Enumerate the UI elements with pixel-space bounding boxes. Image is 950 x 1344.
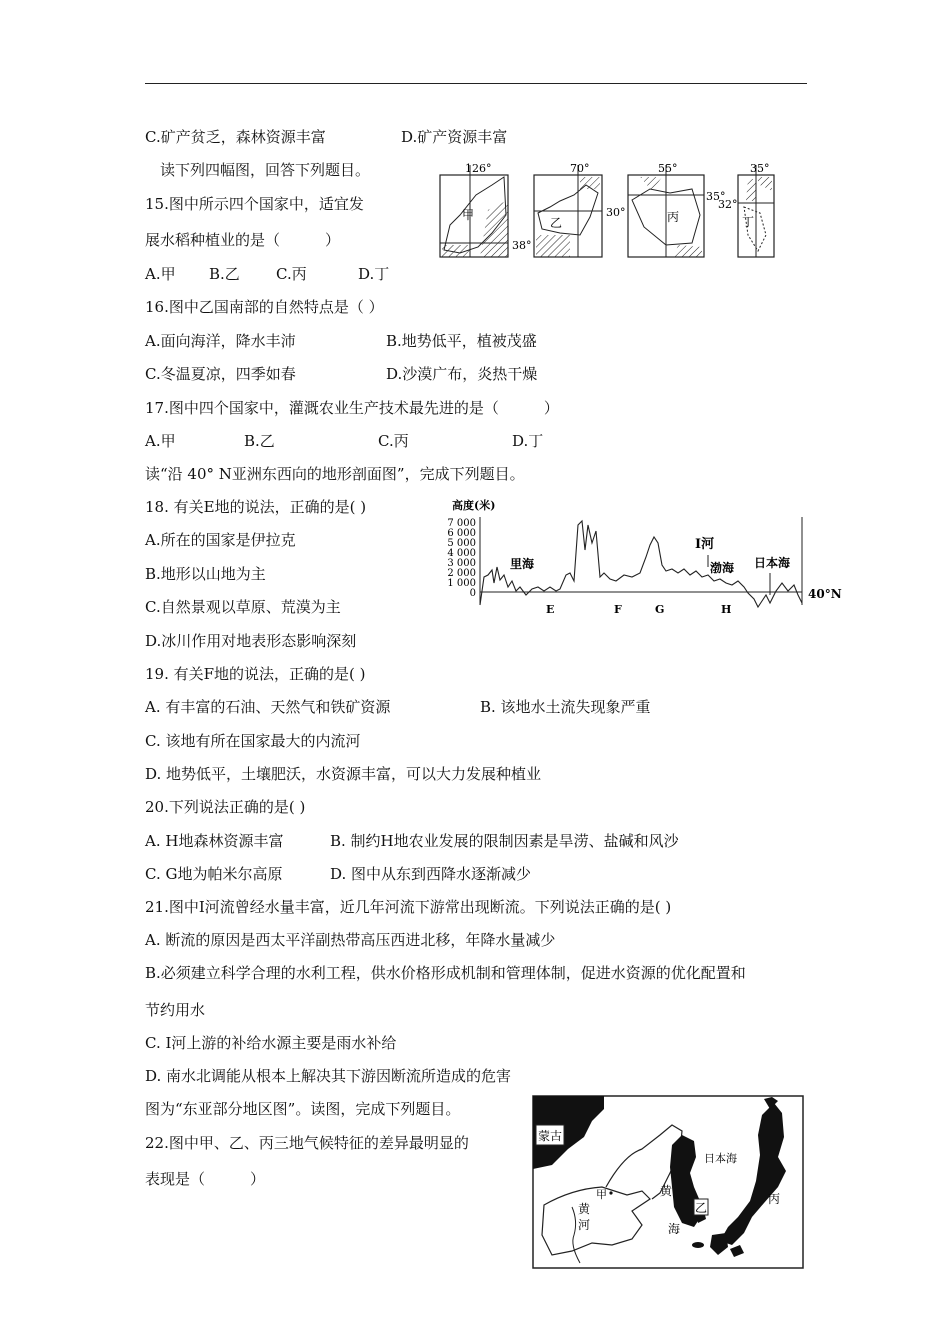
map-ding [718, 162, 774, 257]
q21-option-a: A. 断流的原因是西太平洋副热带高压西进北移，年降水量减少 [145, 931, 556, 949]
question-17-options [145, 431, 543, 451]
profile-yticks [447, 518, 476, 599]
question-21: 21.图中Ⅰ河流曾经水量丰富，近几年河流下游常出现断流。下列说法正确的是( ) [145, 898, 672, 916]
q20-row1 [145, 831, 679, 851]
profile-ylabel: 高度(米) [452, 499, 496, 512]
q17-option-d: D.丁 [512, 432, 544, 450]
point-h: H [721, 603, 732, 616]
q20-option-c: C. G地为帕米尔高原 [145, 865, 283, 883]
ytick-3000: 3 000 [447, 558, 476, 569]
label-bohai: 渤海 [710, 561, 735, 575]
q21-option-c: C. Ⅰ河上游的补给水源主要是雨水补给 [145, 1034, 397, 1052]
point-e: E [546, 603, 555, 616]
intro-four-maps: 读下列四幅图，回答下列题目。 [160, 161, 371, 179]
profile-points [546, 603, 731, 616]
q17-option-a: A.甲 [145, 432, 176, 450]
map-bing [628, 162, 726, 257]
label-40n: 40°N [808, 587, 842, 601]
option-line-14 [145, 127, 508, 147]
question-18: 18. 有关E地的说法，正确的是( ) [145, 498, 367, 516]
option-14-c: C.矿产贫乏，森林资源丰富 [145, 128, 326, 146]
label-lihai: 里海 [510, 557, 535, 571]
label-ribenhai: 日本海 [704, 1152, 737, 1165]
label-ding: 丁 [742, 215, 755, 229]
label-huanghe-2: 河 [578, 1218, 591, 1232]
q16-row2 [145, 364, 538, 384]
question-15-line1: 15.图中所示四个国家中，适宜发 [145, 195, 364, 213]
coord-35-top: 35° [750, 162, 770, 175]
four-country-maps [430, 155, 810, 265]
label-huanghai-1: 黄 [660, 1184, 673, 1198]
q18-option-d: D.冰川作用对地表形态影响深刻 [145, 632, 357, 650]
q20-option-d: D. 图中从东到西降水逐渐减少 [330, 865, 532, 883]
label-yi: 乙 [695, 1201, 708, 1215]
q15-option-c: C.丙 [276, 265, 307, 283]
q18-option-c: C.自然景观以草原、荒漠为主 [145, 598, 341, 616]
east-asia-map [532, 1095, 804, 1269]
coord-55: 55° [658, 162, 678, 175]
q20-row2 [145, 864, 532, 884]
ytick-2000: 2 000 [447, 568, 476, 579]
ytick-4000: 4 000 [447, 548, 476, 559]
header-rule [145, 83, 807, 84]
ytick-5000: 5 000 [447, 538, 476, 549]
point-g: G [655, 603, 665, 616]
ytick-7000: 7 000 [447, 518, 476, 529]
label-jia: 甲 [462, 208, 475, 222]
label-yi: 乙 [550, 216, 563, 230]
q19-option-c: C. 该地有所在国家最大的内流河 [145, 732, 361, 750]
question-19: 19. 有关F地的说法，正确的是( ) [145, 665, 366, 683]
jia-marker [609, 1191, 612, 1194]
q15-option-a: A.甲 [145, 265, 176, 283]
question-17: 17.图中四个国家中，灌溉农业生产技术最先进的是（ ） [145, 399, 559, 417]
jeju-island [692, 1242, 704, 1248]
map-jia [440, 162, 532, 257]
intro-profile: 读“沿 40° N亚洲东西向的地形剖面图”，完成下列题目。 [145, 465, 525, 483]
ytick-0: 0 [469, 588, 476, 599]
q17-option-b: B.乙 [244, 432, 275, 450]
q21-option-b-line2: 节约用水 [145, 1001, 206, 1019]
label-huanghai-2: 海 [668, 1222, 681, 1236]
coord-38: 38° [512, 239, 532, 252]
coord-30: 30° [606, 206, 626, 219]
label-ribenhai: 日本海 [754, 556, 791, 570]
coord-126: 126° [465, 162, 492, 175]
q16-option-b: B.地势低平，植被茂盛 [386, 332, 537, 350]
coord-35: 35° [706, 190, 726, 203]
question-16: 16.图中乙国南部的自然特点是（ ） [145, 298, 384, 316]
q20-option-b: B. 制约H地农业发展的限制因素是旱涝、盐碱和风沙 [330, 832, 679, 850]
question-22-line1: 22.图中甲、乙、丙三地气候特征的差异最明显的 [145, 1134, 469, 1152]
q19-option-b: B. 该地水土流失现象严重 [480, 698, 651, 716]
intro-east-asia: 图为“东亚部分地区图”。读图，完成下列题目。 [145, 1100, 461, 1118]
q16-option-a: A.面向海洋，降水丰沛 [145, 332, 296, 350]
map-yi [534, 162, 626, 257]
question-15-options [145, 264, 389, 284]
q19-option-d: D. 地势低平，土壤肥沃，水资源丰富，可以大力发展种植业 [145, 765, 542, 783]
q19-row1 [145, 697, 651, 717]
ytick-6000: 6 000 [447, 528, 476, 539]
coord-70: 70° [570, 162, 590, 175]
question-22-line2: 表现是（ ） [145, 1170, 266, 1188]
label-jia: 甲 [596, 1188, 607, 1201]
label-ihe: Ⅰ河 [695, 537, 715, 552]
question-20: 20.下列说法正确的是( ) [145, 798, 306, 816]
q18-option-b: B.地形以山地为主 [145, 565, 266, 583]
option-14-d: D.矿产资源丰富 [401, 128, 508, 146]
q15-option-d: D.丁 [358, 265, 390, 283]
ytick-1000: 1 000 [447, 578, 476, 589]
q16-option-c: C.冬温夏凉，四季如春 [145, 365, 296, 383]
point-f: F [614, 603, 622, 616]
label-huanghe-1: 黄 [578, 1202, 591, 1216]
terrain-profile-chart [440, 495, 845, 615]
question-15-line2: 展水稻种植业的是（ ） [145, 231, 341, 249]
q15-option-b: B.乙 [209, 265, 240, 283]
q19-option-a: A. 有丰富的石油、天然气和铁矿资源 [145, 698, 391, 716]
coord-32: 32° [718, 198, 738, 211]
q16-row1 [145, 331, 537, 351]
label-menggu: 蒙古 [538, 1129, 563, 1143]
q20-option-a: A. H地森林资源丰富 [145, 832, 284, 850]
q16-option-d: D.沙漠广布，炎热干燥 [386, 365, 538, 383]
q21-option-d: D. 南水北调能从根本上解决其下游因断流所造成的危害 [145, 1067, 512, 1085]
label-bing: 丙 [768, 1192, 781, 1206]
label-bing: 丙 [667, 210, 680, 224]
q21-option-b-line1: B.必须建立科学合理的水利工程，供水价格形成机制和管理体制，促进水资源的优化配置和 [145, 964, 746, 982]
q18-option-a: A.所在的国家是伊拉克 [145, 531, 296, 549]
q17-option-c: C.丙 [378, 432, 409, 450]
